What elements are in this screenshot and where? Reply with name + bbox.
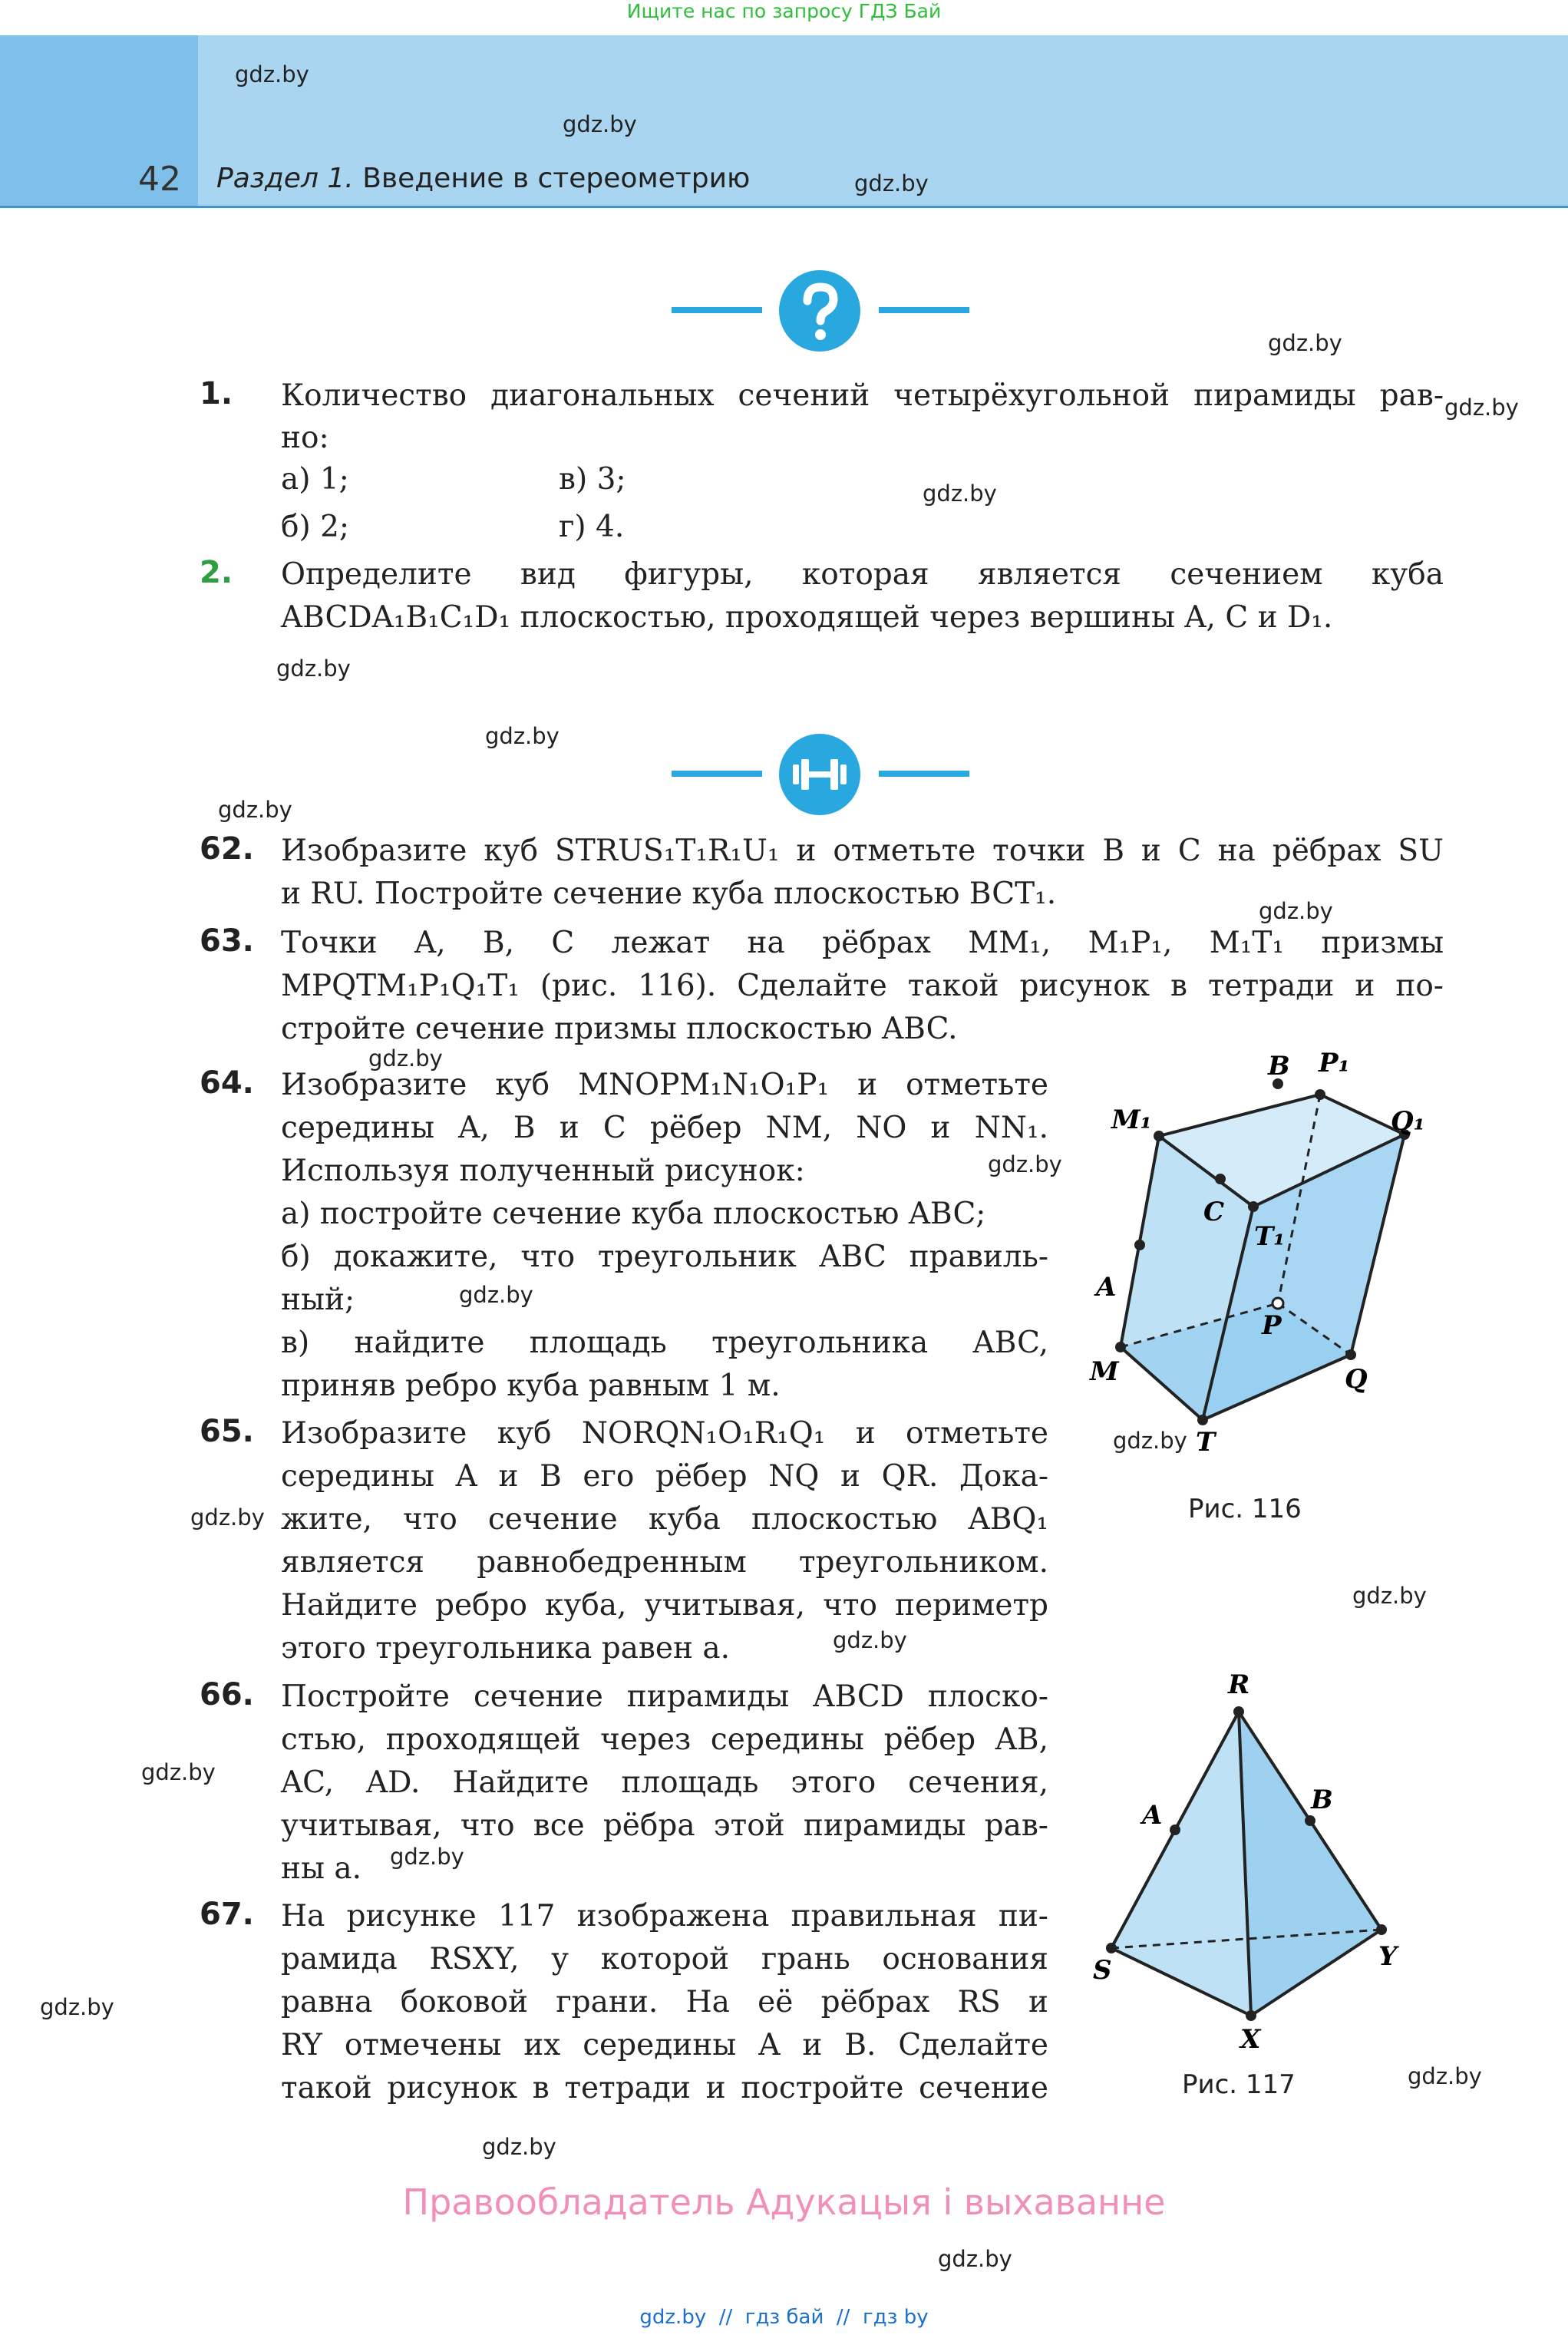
exercise-number: 62.: [200, 831, 254, 867]
exercise-text: такой рисунок в тетради и постройте сечение: [281, 2071, 1048, 2105]
label-q1: Q₁: [1391, 1106, 1425, 1137]
dumbbell-icon: [779, 734, 860, 815]
watermark: gdz.by: [482, 2134, 556, 2160]
watermark: gdz.by: [235, 61, 309, 88]
point-p-hidden: [1273, 1298, 1283, 1309]
exercise-text: середины A и B его рёбер NQ и QR. Дока-: [281, 1459, 1048, 1494]
question-mark-icon: [779, 270, 860, 352]
watermark: gdz.by: [40, 1994, 114, 2020]
exercise-text: стью, проходящей через середины рёбер AB,: [281, 1722, 1048, 1757]
exercise-text: На рисунке 117 изображена правильная пи-: [281, 1899, 1048, 1933]
label-r: R: [1228, 1669, 1250, 1700]
watermark: gdz.by: [923, 480, 997, 507]
exercise-text: RY отмечены их середины A и B. Сделайте: [281, 2028, 1048, 2062]
figure-116-prism: [1074, 1044, 1474, 1474]
exercise-text: учитывая, что все рёбра этой пирамиды рав-: [281, 1808, 1048, 1843]
exercise-text: Используя полученный рисунок:: [281, 1154, 805, 1188]
exercise-text: приняв ребро куба равным 1 м.: [281, 1369, 781, 1403]
label-t: T: [1196, 1427, 1216, 1458]
exercise-text: AC, AD. Найдите площадь этого сечения,: [281, 1765, 1048, 1800]
label-a: A: [1096, 1272, 1117, 1303]
header-divider: [0, 206, 1568, 208]
page-number: 42: [138, 160, 181, 199]
exercise-text: середины A, B и C рёбер NM, NO и NN₁.: [281, 1111, 1048, 1145]
answer-option: г) 4.: [559, 510, 625, 544]
exercise-text: Найдите ребро куба, учитывая, что периметр: [281, 1588, 1048, 1623]
answer-option: в) 3;: [559, 462, 626, 497]
label-x: X: [1240, 2024, 1261, 2055]
exercise-text: ный;: [281, 1283, 355, 1317]
section-name: Введение в стереометрию: [362, 163, 751, 194]
watermark: gdz.by: [390, 1844, 464, 1870]
exercise-text: б) докажите, что треугольник ABC правиль-: [281, 1240, 1048, 1274]
exercise-text: Изобразите куб STRUS₁T₁R₁U₁ и отметьте точки B и C на рёбрах SU: [281, 834, 1444, 868]
question-text: но:: [281, 421, 329, 455]
label-m: M: [1090, 1356, 1119, 1387]
divider-line: [672, 307, 762, 313]
watermark: gdz.by: [988, 1151, 1062, 1177]
left-face: [1111, 1712, 1251, 2016]
label-p1: P₁: [1319, 1048, 1350, 1078]
exercise-number: 67.: [200, 1897, 254, 1932]
label-c: C: [1203, 1197, 1225, 1227]
watermark: gdz.by: [141, 1759, 216, 1785]
question-text: Количество диагональных сечений четырёхугольной пирамиды рав-: [281, 378, 1444, 413]
exercise-text: Изобразите куб MNOPM₁N₁O₁P₁ и отметьте: [281, 1068, 1048, 1102]
exercise-number: 66.: [200, 1677, 254, 1712]
label-b: B: [1311, 1785, 1333, 1815]
label-b: B: [1268, 1051, 1290, 1081]
watermark: gdz.by: [190, 1504, 265, 1531]
label-m1: M₁: [1111, 1105, 1152, 1135]
watermark: gdz.by: [563, 111, 637, 137]
figure-116-caption: Рис. 116: [1188, 1494, 1302, 1524]
exercise-number: 64.: [200, 1065, 254, 1101]
exercise-text: MPQTM₁P₁Q₁T₁ (рис. 116). Сделайте такой рисунок в тетради и по-: [281, 969, 1444, 1003]
exercise-text: Точки A, B, C лежат на рёбрах MM₁, M₁P₁, M₁T₁ призмы: [281, 926, 1444, 960]
answer-option: б) 2;: [281, 510, 350, 544]
divider-line: [672, 771, 762, 777]
label-q: Q: [1345, 1364, 1368, 1395]
watermark: gdz.by: [276, 655, 351, 682]
footer-links[interactable]: gdz.by // гдз бай // гдз by: [639, 2306, 929, 2329]
exercise-text: и RU. Постройте сечение куба плоскостью BCT₁.: [281, 877, 1057, 911]
watermark: gdz.by: [218, 797, 292, 823]
question-text: ABCDA₁B₁C₁D₁ плоскостью, проходящей через вершины A, C и D₁.: [281, 600, 1333, 635]
watermark: gdz.by: [1352, 1583, 1427, 1609]
watermark: gdz.by: [1408, 2063, 1482, 2089]
watermark: gdz.by: [1444, 395, 1519, 421]
watermark: gdz.by: [854, 170, 929, 196]
label-s: S: [1093, 1955, 1112, 1986]
copyright-notice: Правообладатель Адукацыя і выхаванне: [402, 2181, 1166, 2223]
exercise-text: Изобразите куб NORQN₁O₁R₁Q₁ и отметьте: [281, 1416, 1048, 1451]
divider-line: [879, 307, 969, 313]
exercise-text: этого треугольника равен a.: [281, 1631, 730, 1666]
section-title: [216, 163, 750, 194]
question-text: Определите вид фигуры, которая является сечением куба: [281, 557, 1444, 592]
label-p: P: [1262, 1310, 1282, 1341]
right-face: [1239, 1712, 1381, 2016]
exercise-number: 63.: [200, 923, 254, 959]
label-t1: T₁: [1254, 1221, 1286, 1252]
watermark: gdz.by: [485, 723, 560, 749]
exercise-text: стройте сечение призмы плоскостью ABC.: [281, 1012, 958, 1046]
figure-117-caption: Рис. 117: [1182, 2069, 1296, 2100]
exercise-text: Постройте сечение пирамиды ABCD плоско-: [281, 1679, 1048, 1714]
divider-line: [879, 771, 969, 777]
exercise-number: 65.: [200, 1414, 254, 1449]
exercise-text: рамида RSXY, у которой грань основания: [281, 1942, 1048, 1976]
watermark: gdz.by: [368, 1045, 443, 1072]
watermark: gdz.by: [1268, 330, 1342, 356]
question-number: 1.: [200, 376, 233, 411]
exercise-text: ны a.: [281, 1851, 362, 1886]
exercise-text: а) постройте сечение куба плоскостью ABC;: [281, 1197, 986, 1231]
watermark: gdz.by: [1113, 1428, 1187, 1454]
watermark: gdz.by: [459, 1282, 533, 1308]
label-y: Y: [1378, 1941, 1398, 1972]
exercise-text: равна боковой грани. На её рёбрах RS и: [281, 1985, 1048, 2019]
label-a: A: [1142, 1800, 1163, 1831]
watermark: gdz.by: [833, 1627, 907, 1653]
exercise-text: является равнобедренным треугольником.: [281, 1545, 1048, 1580]
figure-117-pyramid: [1074, 1666, 1458, 2065]
exercise-text: в) найдите площадь треугольника ABC,: [281, 1326, 1048, 1360]
watermark: gdz.by: [938, 2246, 1012, 2272]
questions-header: [672, 270, 971, 347]
exercise-text: жите, что сечение куба плоскостью ABQ₁: [281, 1502, 1048, 1537]
watermark: gdz.by: [1259, 898, 1333, 924]
top-banner[interactable]: Ищите нас по запросу ГДЗ Бай: [626, 0, 942, 22]
question-number: 2.: [200, 555, 233, 590]
section-label: Раздел 1.: [216, 163, 354, 194]
exercises-header: [672, 734, 971, 811]
answer-option: а) 1;: [281, 462, 349, 497]
